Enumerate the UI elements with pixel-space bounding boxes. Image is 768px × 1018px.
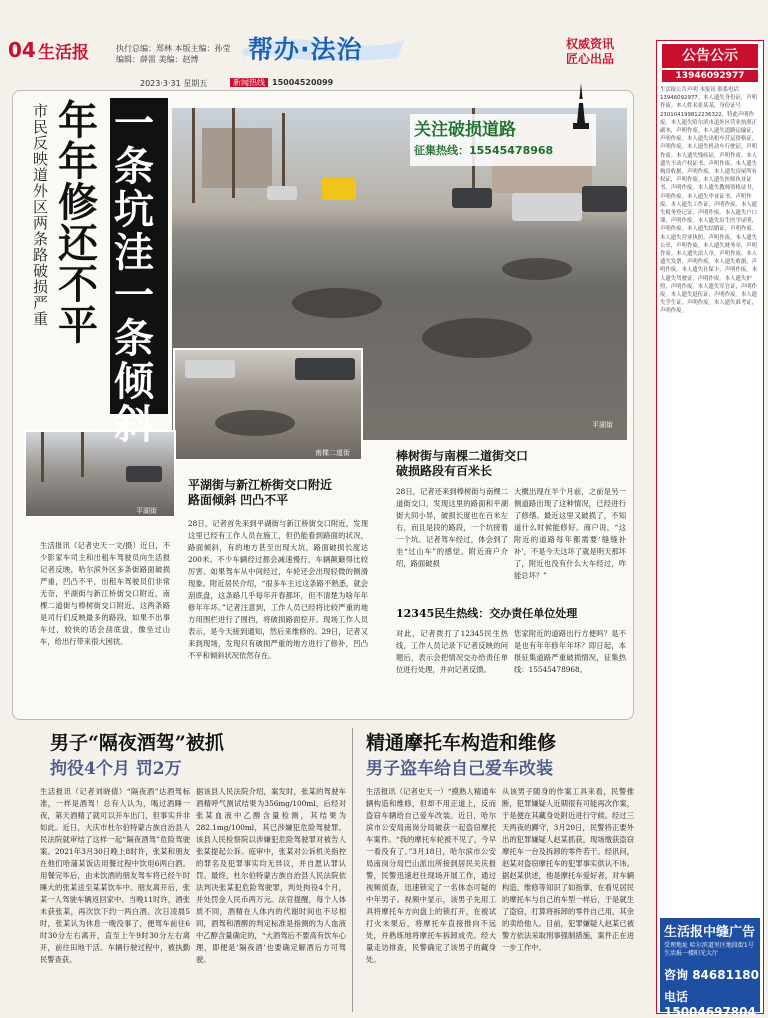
staff-line-2: 编辑：薛雷 美编：赵博 — [116, 55, 199, 64]
article-body-12345: 对此，记者拨打了12345民生热线，工作人员记录下记者反映的问题后，表示会把情况交办给责任单位进行处理，并向记者反馈。 — [396, 629, 508, 674]
drunk-driving-subtitle: 拘役4个月 罚2万 — [50, 759, 182, 779]
photo-caption-main: 平湖街 — [592, 421, 613, 429]
subhead-nanke-line-2: 破损路段有百米长 — [396, 464, 493, 478]
article-body-nanke-cont: 大概出现在半个月前，之前是另一侧道路出现了这种情况，已经进行了修缮。最近这里又破损了，不知道什么时候能修好。商户说，“这附近的道路每年都需要‘缝缝补补’，不是今天这坏了就是明天那坏了，附近也没有什么大车经过，咋能总坏？” — [514, 487, 626, 580]
car — [126, 466, 162, 482]
motorbike-theft-body-1: 生活报讯（记者史天一）“摸熟人精通车辆构造和维修，但却不用正道上，反而盗窃车辆给自己爱车改装。近日，哈尔滨市公安局南岗分局破获一起盗窃摩托车案件。“我的摩托车轮被不见了，今早一看没有了。”3月18日，哈尔滨市公安局南岗分局巴山派出所接到居民关庆报警，民警迅速赶往现场开展工作，通过视频侦查，迅速锁定了一名体态可疑的中年男子。视频中显示，该男子先用工具将摩托车方向盘上的锁打开，在被试打火未果后，将摩托车直接推向不远处，并熟练地将摩托车拆卸成壳。经大量走访排查，民警确定了该男子的藏身处。 — [366, 787, 496, 964]
subhead-nanke — [396, 449, 626, 479]
ad-phone-1-number: 84681180 — [692, 968, 759, 982]
issue-date: 2023·3·31 星期五 — [140, 79, 208, 88]
pothole — [502, 258, 572, 280]
headline-main: 年年修还不平 — [58, 97, 98, 349]
article-kicker: 市民反映道外区两条路破损严重 — [33, 102, 49, 328]
page-number: 04 — [8, 38, 36, 62]
car — [185, 360, 235, 378]
car — [452, 188, 492, 208]
column-title: 帮办·法治 — [248, 35, 363, 64]
ad-address: 受理地址 哈尔滨道里区地段街1号生活报一楼阳光大厅 — [664, 942, 754, 957]
slogan-line-2: 匠心出品 — [566, 52, 615, 66]
notice-text: 生活报公告声明 本报讯 联系电话 13946092977。本人遗失身份证，声明作废。本人姓名张某某，身份证号230104199812236322，特此声明作废。本人遗失哈尔滨市道外区营业执照正副本，声明作废。本人遗失道路运输证，声明作废。本人遗失出租车营运资格证，声明作废。本人遗失机动车行驶证，声明作废。本人遗失残疾证，声明作废。本人遗失不动产权证书，声明作废。本人遗失购房收据，声明作废。本人遗失房屋所有权证，声明作废。本人遗失医师执业证书，声明作废。本人遗失教师资格证书，声明作废。本人遗失毕业证书，声明作废。本人遗失工作证，声明作废。本人遗失税务登记证，声明作废。本人遗失户口簿，声明作废。本人遗失出生医学证明，声明作废。本人遗失结婚证，声明作废。本人遗失营业执照，声明作废。本人遗失公章，声明作废。本人遗失财务章，声明作废。本人遗失法人章，声明作废。本人遗失发票，声明作废。本人遗失收据，声明作废。本人遗失社保卡，声明作废。本人遗失驾驶证，声明作废。本人遗失护照，声明作废。本人遗失军官证，声明作废。本人遗失退伍证，声明作废。本人遗失学生证，声明作废。本人遗失准考证，声明作废。 — [660, 87, 758, 315]
notice-phone: 13946092977 — [662, 70, 758, 82]
subhead-nanke-line-1: 棒树街与南棵二道街交口 — [396, 449, 529, 463]
taxi — [322, 178, 356, 200]
ad-phone-2 — [664, 988, 768, 1018]
article-body-nanke: 28日，记者还来到棒树街与南棵二道街交口，发现这里的路面和平湖街大同小异，破损长度也在百米左右，而且是段的路段，一个坑接着一个坑。记者驾车经过，体会到了坐“过山车”的感觉。附近商户介绍，路面破损 — [396, 487, 508, 568]
road-photo-nanke — [173, 348, 363, 461]
tree — [192, 108, 195, 203]
paper-name: 生活报 — [38, 43, 89, 63]
photo-caption-mid: 南棵二道街 — [315, 449, 350, 457]
pothole — [215, 410, 295, 436]
tree — [282, 113, 285, 195]
news-hotline — [230, 77, 333, 88]
promo-title: 关注破损道路 — [414, 120, 516, 140]
ad-phone-1 — [664, 966, 759, 983]
headline-secondary: 一条坑洼一条倾斜 — [114, 100, 154, 448]
tree — [41, 432, 44, 482]
subhead-pinghu — [188, 478, 368, 508]
car — [295, 358, 355, 380]
ad-title: 生活报中缝广告 — [664, 925, 756, 940]
slogan-line-1: 权威资讯 — [566, 37, 615, 51]
building — [202, 128, 272, 188]
article-body-pinghu: 28日，记者首先来到平湖街与新江桥街交口附近，发现这里已经有工作人员在施工，但仍能看到路面的状况，路面倾斜，有的地方甚至出现大坑，路面破损长度达200米。不少车辆经过都会减速慢行，车辆颠簸得比较厉害。如果驾车从中间经过，车轮还会出现轻微的侧滑现象。附近居民介绍，“很多车主过这条路不熟悉，就会刮底盘，这条路几乎每年开春都坏，但不清楚为啥年年修年年坏。”记者注意到，工作人员已经将比较严重的地方用围栏进行了围挡，将破损路面挖开。现场工作人员表示，是今天接到通知，然后来维修的。29日，记者又来到现场，发现只有破损严重的地方进行了修补，凹凸不平和倾斜状况依然存在。 — [188, 519, 368, 660]
pothole — [292, 288, 382, 318]
subhead-pinghu-line-1: 平湖街与新江桥街交口附近 — [188, 478, 333, 492]
ad-phone-1-label: 咨询 — [664, 968, 689, 982]
promo-phone: 征集热线：15545478968 — [414, 144, 554, 157]
hotline-label: 新闻热线 — [230, 78, 268, 87]
column-divider — [352, 728, 353, 1012]
article-intro: 生活报讯（记者史天一文/摄）近日，不少影家车司主和出租车驾驶员向生活报记者反映，哈尔滨外区多条街路面破损严重，凹凸不平，出租车驾驶员们非常无奈，平湖街与新江桥街交口附近，南棵二道街与棒树街交口附近，这两条路是司行们反映最多的路段，如果不出事车过，较快的话会刮底盘，像坐过山车，给出行带来很大困扰。 — [40, 541, 170, 646]
pothole — [422, 318, 532, 358]
tree — [232, 108, 235, 198]
car — [512, 193, 582, 221]
road-cone-icon — [571, 83, 591, 138]
drunk-driving-title: 男子“隔夜酒驾”被抓 — [50, 732, 224, 754]
ad-phone-2-number: 15004697804 — [664, 1005, 756, 1018]
article-body-call: 您家附近的道路出行方便吗？是不是也有年年修年年坏？即日起，本报征集道路严重破损情况，征集热线：15545478968。 — [514, 629, 626, 674]
subhead-12345: 12345民生热线：交办责任单位处理 — [396, 607, 578, 620]
staff-credits — [116, 43, 231, 65]
motorbike-theft-title: 精通摩托车构造和维修 — [366, 732, 557, 754]
car — [267, 186, 297, 200]
motorbike-theft-subtitle: 男子盗车给自己爱车改装 — [366, 759, 553, 779]
staff-line-1: 执行总编：郑林 本版主编：孙莹 — [116, 44, 231, 53]
notice-title: 公告公示 — [662, 44, 758, 68]
ad-phone-2-label: 电话 — [664, 990, 689, 1004]
hotline-number: 15004520099 — [272, 78, 334, 87]
drunk-driving-body-1: 生活报讯（记者刘晓倩）“隔夜酒”达酒驾标准，一样是酒驾！总有人认为，喝过酒睡一夜，第天酒精了就可以开车出门，但事实并非如此。近日，大庆市杜尔伯特蒙古族自治县人民法院就审结了这样一起“隔夜酒驾”危险驾驶案。2021年3月30日晚上8时许，张某和朋友在他们哈蒲某饭店用餐过程中饮用6两白酒。用餐完毕后，由未饮酒的朋友驾车将已经午时睡大的张某送至某某饮车中。朋友离开后，张某一人驾驶车辆返回家中。当晚11时许，酒张未获张某，再次饮下约一两白酒。次日凌晨5时，张某认为休息一晚没事了，便驾车前往6时30分左右离开，直至上午9时30分左右离开，前往田地干活。车辆行驶过程中，被执勤民警查获。 — [40, 787, 190, 964]
car — [582, 186, 627, 212]
photo-caption-left: 平湖街 — [136, 507, 157, 515]
subhead-pinghu-line-2: 路面倾斜 凹凸不平 — [188, 493, 289, 507]
motorbike-theft-body-2: 从该男子随身的作案工具来看，民警推断，犯罪嫌疑人近期很有可能再次作案，于是便在其藏身处附近进行守候。经过三天两夜的蹲守，3月20日，民警将正要外出的犯罪嫌疑人赵某抓获，现场缴获盗窃摩托车一台及拆卸的零件若干。经讯问，赵某对盗窃摩托车的犯罪事实供认不讳。据赵某供述，他是摩托车爱好者，对车辆构造、维修等知识了如指掌，在看见居民的摩托车与自己的车型一样后，于是就生了盗窃，打算将拆卸的零件自己用，其余的卖给他人。目前，犯罪嫌疑人赵某已被警方依法采取刑事强制措施，案件正在进一步工作中。 — [502, 787, 634, 952]
tree — [81, 432, 84, 477]
slogan — [566, 37, 614, 67]
drunk-driving-body-2: 据该县人民法院介绍，案发时，张某的驾驶车酒精呼气测试结果为356mg/100ml，后经对张某血液中乙醇含量检测，其结果为282.1mg/100ml，其已涉嫌犯危险驾驶罪。该县人民检察院以涉嫌犯危险驾驶罪对被告人张某提起公诉。庭审中，张某对公诉机关指控的罪名及犯罪事实均无异议，并自愿认罪认罚。最终，杜尔伯特蒙古族自治县人民法院依法判决张某犯危险驾驶罪，判处拘役4个月，并处罚金人民币两万元。法官提醒，每个人体质不同，酒精在人体内的代谢时间也不尽相同，酒驾和酒醉的判定标准是指测的为人血液中乙醇含量确定的，“大酒驾后不要高有饮车心理，即便是‘隔夜酒’也要确定解酒后方可驾驶。 — [196, 787, 346, 964]
